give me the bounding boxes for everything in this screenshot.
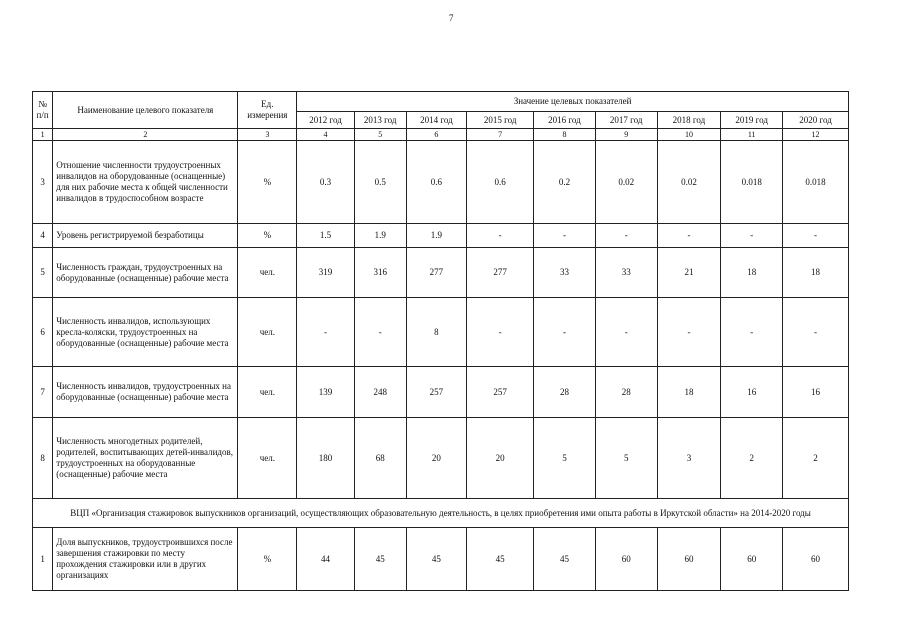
section-title: ВЦП «Организация стажировок выпускников организаций, осуществляющих образовательную деятельность, в целях приобретения ими опыта работы в Иркутской области» на 2014-2020 годы bbox=[33, 499, 849, 528]
year-header: 2013 год bbox=[354, 112, 406, 129]
column-number: 10 bbox=[657, 129, 721, 141]
value-cell: 316 bbox=[354, 248, 406, 298]
indicator-name: Отношение численности трудоустроенных инвалидов на оборудованные (оснащенные) для них рабочие места к общей численности инвалидов в трудоспособном возрасте bbox=[53, 141, 238, 224]
header-num: № п/п bbox=[33, 92, 53, 129]
header-values-title: Значение целевых показателей bbox=[297, 92, 849, 112]
value-cell: 33 bbox=[595, 248, 657, 298]
value-cell: 3 bbox=[657, 418, 721, 499]
header-name: Наименование целевого показателя bbox=[53, 92, 238, 129]
unit-cell: чел. bbox=[238, 298, 297, 367]
row-number: 6 bbox=[33, 298, 53, 367]
unit-cell: чел. bbox=[238, 367, 297, 418]
value-cell: 2 bbox=[721, 418, 783, 499]
value-cell: 60 bbox=[657, 528, 721, 591]
value-cell: 45 bbox=[467, 528, 534, 591]
header-unit: Ед. измерения bbox=[238, 92, 297, 129]
column-number: 3 bbox=[238, 129, 297, 141]
value-cell: 0.02 bbox=[595, 141, 657, 224]
value-cell: 44 bbox=[297, 528, 355, 591]
value-cell: 60 bbox=[783, 528, 849, 591]
table-row bbox=[33, 528, 849, 591]
value-cell: 21 bbox=[657, 248, 721, 298]
value-cell: - bbox=[595, 224, 657, 248]
value-cell: - bbox=[657, 224, 721, 248]
table-row bbox=[33, 224, 849, 248]
unit-cell: чел. bbox=[238, 248, 297, 298]
year-header: 2016 год bbox=[534, 112, 596, 129]
row-number: 7 bbox=[33, 367, 53, 418]
value-cell: 257 bbox=[406, 367, 467, 418]
value-cell: 257 bbox=[467, 367, 534, 418]
table-row bbox=[33, 141, 849, 224]
value-cell: 18 bbox=[721, 248, 783, 298]
value-cell: 277 bbox=[467, 248, 534, 298]
value-cell: 180 bbox=[297, 418, 355, 499]
indicator-name: Численность граждан, трудоустроенных на оборудованные (оснащенные) рабочие места bbox=[53, 248, 238, 298]
value-cell: 0.018 bbox=[783, 141, 849, 224]
target-indicators-table bbox=[32, 91, 849, 591]
value-cell: - bbox=[297, 298, 355, 367]
value-cell: - bbox=[783, 298, 849, 367]
column-number: 8 bbox=[534, 129, 596, 141]
value-cell: - bbox=[721, 224, 783, 248]
indicator-name: Доля выпускников, трудоустроившихся после завершения стажировки по месту прохождения стажировки или в других организациях bbox=[53, 528, 238, 591]
unit-cell: % bbox=[238, 528, 297, 591]
year-header: 2019 год bbox=[721, 112, 783, 129]
value-cell: - bbox=[534, 298, 596, 367]
value-cell: 0.6 bbox=[406, 141, 467, 224]
indicator-name: Уровень регистрируемой безработицы bbox=[53, 224, 238, 248]
value-cell: 0.5 bbox=[354, 141, 406, 224]
indicator-name: Численность многодетных родителей, родителей, воспитывающих детей-инвалидов, трудоустроенных на оборудованные (оснащенные) рабочие места bbox=[53, 418, 238, 499]
row-number: 5 bbox=[33, 248, 53, 298]
value-cell: 5 bbox=[595, 418, 657, 499]
value-cell: 45 bbox=[354, 528, 406, 591]
table-row bbox=[33, 298, 849, 367]
value-cell: 277 bbox=[406, 248, 467, 298]
row-number: 8 bbox=[33, 418, 53, 499]
page-number: 7 bbox=[449, 13, 454, 23]
table-row bbox=[33, 248, 849, 298]
year-header: 2018 год bbox=[657, 112, 721, 129]
column-number: 4 bbox=[297, 129, 355, 141]
value-cell: 139 bbox=[297, 367, 355, 418]
indicator-name: Численность инвалидов, трудоустроенных на оборудованные (оснащенные) рабочие места bbox=[53, 367, 238, 418]
year-header: 2014 год bbox=[406, 112, 467, 129]
value-cell: - bbox=[783, 224, 849, 248]
value-cell: 248 bbox=[354, 367, 406, 418]
value-cell: 68 bbox=[354, 418, 406, 499]
year-header: 2020 год bbox=[783, 112, 849, 129]
year-header: 2017 год bbox=[595, 112, 657, 129]
value-cell: - bbox=[595, 298, 657, 367]
value-cell: 18 bbox=[783, 248, 849, 298]
value-cell: 0.6 bbox=[467, 141, 534, 224]
value-cell: 45 bbox=[406, 528, 467, 591]
column-number: 7 bbox=[467, 129, 534, 141]
value-cell: 45 bbox=[534, 528, 596, 591]
value-cell: 20 bbox=[467, 418, 534, 499]
column-number: 6 bbox=[406, 129, 467, 141]
value-cell: - bbox=[467, 298, 534, 367]
value-cell: 1.5 bbox=[297, 224, 355, 248]
value-cell: - bbox=[534, 224, 596, 248]
column-number: 1 bbox=[33, 129, 53, 141]
unit-cell: чел. bbox=[238, 418, 297, 499]
value-cell: 1.9 bbox=[406, 224, 467, 248]
value-cell: 20 bbox=[406, 418, 467, 499]
column-number: 12 bbox=[783, 129, 849, 141]
value-cell: 60 bbox=[595, 528, 657, 591]
year-header: 2012 год bbox=[297, 112, 355, 129]
table-row bbox=[33, 367, 849, 418]
value-cell: 0.3 bbox=[297, 141, 355, 224]
value-cell: - bbox=[354, 298, 406, 367]
value-cell: 60 bbox=[721, 528, 783, 591]
unit-cell: % bbox=[238, 141, 297, 224]
table-row bbox=[33, 418, 849, 499]
row-number: 3 bbox=[33, 141, 53, 224]
value-cell: 16 bbox=[783, 367, 849, 418]
unit-cell: % bbox=[238, 224, 297, 248]
column-number: 5 bbox=[354, 129, 406, 141]
value-cell: 28 bbox=[595, 367, 657, 418]
value-cell: - bbox=[721, 298, 783, 367]
value-cell: 18 bbox=[657, 367, 721, 418]
column-number: 11 bbox=[721, 129, 783, 141]
value-cell: 28 bbox=[534, 367, 596, 418]
row-number: 1 bbox=[33, 528, 53, 591]
value-cell: 16 bbox=[721, 367, 783, 418]
value-cell: - bbox=[657, 298, 721, 367]
value-cell: 33 bbox=[534, 248, 596, 298]
value-cell: 319 bbox=[297, 248, 355, 298]
value-cell: 2 bbox=[783, 418, 849, 499]
value-cell: - bbox=[467, 224, 534, 248]
value-cell: 8 bbox=[406, 298, 467, 367]
column-numbers-row bbox=[33, 129, 849, 141]
year-header: 2015 год bbox=[467, 112, 534, 129]
header-row bbox=[33, 92, 849, 112]
column-number: 9 bbox=[595, 129, 657, 141]
row-number: 4 bbox=[33, 224, 53, 248]
value-cell: 0.2 bbox=[534, 141, 596, 224]
section-header-row bbox=[33, 499, 849, 528]
value-cell: 0.018 bbox=[721, 141, 783, 224]
indicator-name: Численность инвалидов, использующих кресла-коляски, трудоустроенных на оборудованные (оснащенные) рабочие места bbox=[53, 298, 238, 367]
value-cell: 0.02 bbox=[657, 141, 721, 224]
value-cell: 1.9 bbox=[354, 224, 406, 248]
value-cell: 5 bbox=[534, 418, 596, 499]
column-number: 2 bbox=[53, 129, 238, 141]
